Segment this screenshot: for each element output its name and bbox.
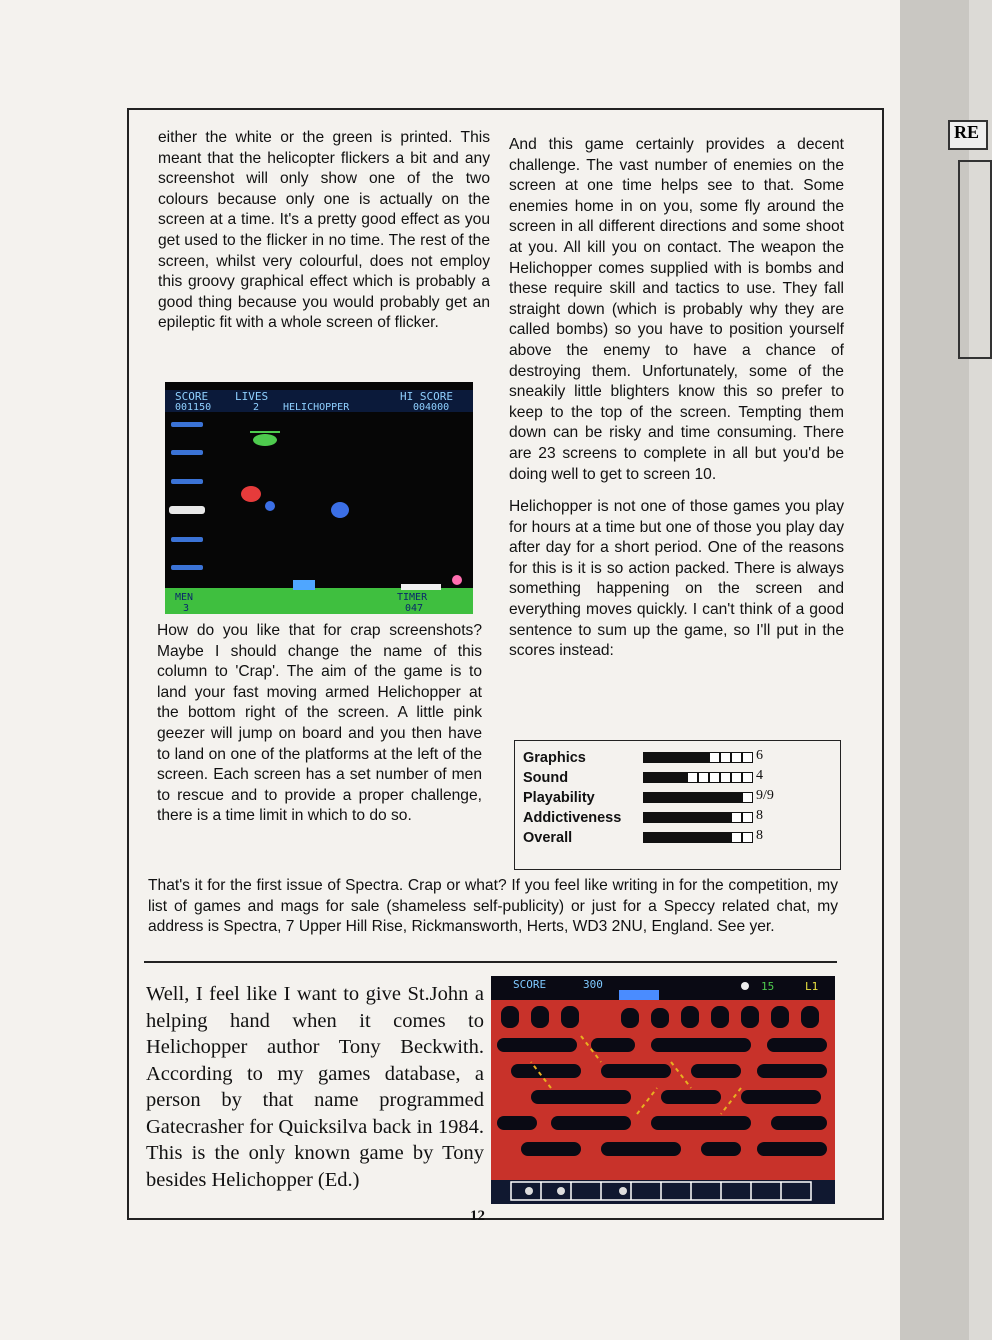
hud-hiscore: 004000: [413, 402, 450, 413]
rating-filled-cell: [676, 812, 687, 823]
score-label: Addictiveness: [523, 810, 622, 826]
score-row: [523, 748, 763, 768]
edge-box: [958, 160, 992, 359]
score-bar: [643, 788, 774, 804]
rating-empty-cell: [687, 772, 698, 783]
hud-lives-label: LIVES: [235, 390, 269, 403]
rating-filled-cell: [654, 792, 665, 803]
rating-filled-cell: [709, 792, 720, 803]
hud-men-label: MEN: [175, 592, 194, 603]
rating-filled-cell: [665, 752, 676, 763]
gc-score: 300: [583, 978, 603, 991]
rating-value: 8: [756, 828, 763, 843]
rating-filled-cell: [643, 812, 654, 823]
column-right: [509, 135, 844, 662]
rating-filled-cell: [687, 792, 698, 803]
column-left: [158, 128, 490, 334]
rating-empty-cell: [742, 792, 753, 803]
tank: [293, 580, 315, 590]
gatecrasher-screenshot: [491, 976, 835, 1204]
closing-text: That's it for the first issue of Spectra. Crap or what? If you feel like writing in for the competition, my list of games and mags for sale (shameless self-publicity) or just for a Speccy related chat, my address is Spectra, 7 Upper Hill Rise, Rickmansworth, Herts, WD3 2NU, England. See yer.: [148, 877, 838, 936]
rating-empty-cell: [720, 772, 731, 783]
hud-title: HELICHOPPER: [283, 402, 350, 413]
score-bar: [643, 768, 763, 784]
rating-filled-cell: [643, 832, 654, 843]
gc-count: 15: [761, 980, 775, 993]
rating-filled-cell: [720, 832, 731, 843]
rating-empty-cell: [709, 752, 720, 763]
rating-filled-cell: [676, 752, 687, 763]
score-label: Playability: [523, 790, 595, 806]
rating-filled-cell: [654, 772, 665, 783]
rating-filled-cell: [698, 832, 709, 843]
gc-level: L1: [805, 980, 819, 993]
score-label: Sound: [523, 770, 569, 786]
editor-note: Well, I feel like I want to give St.John a helping hand when it comes to Helichopper author Tony Beckwith. According to my games database, a person by that name programmed Gatecrasher for Quicksilva back in 1984. This is the only known game by Tony besides Helichopper (Ed.): [146, 983, 484, 1191]
rating-filled-cell: [654, 812, 665, 823]
hud-lives: 2: [253, 402, 260, 413]
enemy-red: [241, 486, 261, 502]
rating-filled-cell: [665, 792, 676, 803]
rating-filled-cell: [687, 832, 698, 843]
rating-value: 8: [756, 808, 763, 823]
next-page-edge: [900, 0, 980, 1340]
rating-filled-cell: [687, 812, 698, 823]
screenshot-graphic: [165, 382, 473, 614]
paragraph-summary: Helichopper is not one of those games you play for hours at a time but one of those you play day after day for a short period. One of the reasons for this is it is so action packed. There is always something happening on the screen and everything moves quickly. I can't think of a good sentence to sum up the game, so I'll put in the scores instead:: [509, 498, 844, 660]
score-row: [523, 768, 763, 788]
rating-filled-cell: [698, 752, 709, 763]
pink-geezer: [452, 575, 462, 585]
rating-filled-cell: [720, 792, 731, 803]
score-row: [523, 828, 763, 848]
hud-score: 001150: [175, 402, 212, 413]
hud-score-label: SCORE: [175, 390, 209, 403]
landing-pad: [401, 584, 441, 590]
rating-filled-cell: [687, 752, 698, 763]
rating-empty-cell: [731, 772, 742, 783]
rating-filled-cell: [665, 832, 676, 843]
hud-hiscore-label: HI SCORE: [400, 390, 453, 403]
hud-timer-label: TIMER: [397, 592, 428, 603]
enemy-blue-small: [265, 501, 275, 511]
score-box: [514, 740, 841, 870]
rating-filled-cell: [676, 832, 687, 843]
rating-filled-cell: [665, 812, 676, 823]
score-bar: [643, 828, 763, 844]
rating-filled-cell: [643, 772, 654, 783]
rating-filled-cell: [665, 772, 676, 783]
helichopper-screenshot: [165, 382, 473, 614]
page-number: 12: [470, 1208, 485, 1224]
gatecrasher-graphic: [491, 976, 835, 1204]
hud-men: 3: [183, 603, 190, 614]
paragraph-flicker: either the white or the green is printed. This meant that the helicopter flickers a bit and any screenshot will only show one of the two colours because only one is actually on the screen at a time. It's a pretty good effect as you get used to the flicker in no time. The rest of the screen, whilst very colourful, does not employ this groovy graphical effect which is probably a good thing because you would probably get an epileptic fit with a whole screen of flicker.: [158, 129, 490, 332]
rating-filled-cell: [698, 792, 709, 803]
score-bar: [643, 748, 763, 764]
rating-empty-cell: [698, 772, 709, 783]
section-divider: [144, 961, 837, 963]
paragraph-challenge: And this game certainly provides a decent challenge. The vast number of enemies on the screen at one time helps see to that. Some enemies home in on you, some fly around the screen in all different directions and some shoot at you. All kill you on contact. The weapon the Helichopper comes supplied with is bombs and these require skill and tactics to use. They fall straight down (which is probably why they are called bombs) so you have to position yourself above the enemy to have a chance of destroying them. Unfortunately, some of the sneakily little blighters know this so prefer to keep to the top of the screen. Tempting them down can be risky and time consuming. There are 23 screens to complete in all but you'd be doing well to get to screen 10.: [509, 136, 844, 483]
rating-empty-cell: [742, 832, 753, 843]
rating-filled-cell: [676, 792, 687, 803]
rating-filled-cell: [709, 812, 720, 823]
gc-score-label: SCORE: [513, 978, 547, 991]
gc-ball-icon: [741, 982, 749, 990]
rating-filled-cell: [643, 792, 654, 803]
score-row: [523, 808, 763, 828]
rating-filled-cell: [698, 812, 709, 823]
rating-filled-cell: [676, 772, 687, 783]
score-row: [523, 788, 774, 808]
paragraph-aim: How do you like that for crap screenshots? Maybe I should change the name of this column to 'Crap'. The aim of the game is to land your fast moving armed Helichopper at the bottom right of the screen. A little pink geezer will jump on board and you then have to land on one of the platforms at the left of the screen. Each screen has a set number of men to rescue and to provide a proper challenge, there is a time limit in which to do so.: [157, 622, 482, 825]
rating-value: 4: [756, 768, 763, 783]
rating-filled-cell: [731, 792, 742, 803]
column-left-continued: [157, 621, 482, 827]
rating-value: 9/9: [756, 788, 774, 803]
hud-timer: 047: [405, 603, 424, 614]
enemy-blue: [331, 502, 349, 518]
score-bar: [643, 808, 763, 824]
closing-paragraph: [148, 876, 838, 938]
rating-empty-cell: [709, 772, 720, 783]
rating-filled-cell: [654, 752, 665, 763]
rating-empty-cell: [731, 832, 742, 843]
rating-empty-cell: [731, 812, 742, 823]
rating-empty-cell: [720, 752, 731, 763]
rating-filled-cell: [643, 752, 654, 763]
rating-value: 6: [756, 748, 763, 763]
rating-filled-cell: [709, 832, 720, 843]
rating-empty-cell: [742, 752, 753, 763]
rating-filled-cell: [654, 832, 665, 843]
edge-tab: RE: [948, 120, 988, 150]
rating-empty-cell: [742, 812, 753, 823]
rating-empty-cell: [742, 772, 753, 783]
rating-empty-cell: [731, 752, 742, 763]
rating-filled-cell: [720, 812, 731, 823]
score-label: Overall: [523, 830, 573, 846]
score-label: Graphics: [523, 750, 586, 766]
